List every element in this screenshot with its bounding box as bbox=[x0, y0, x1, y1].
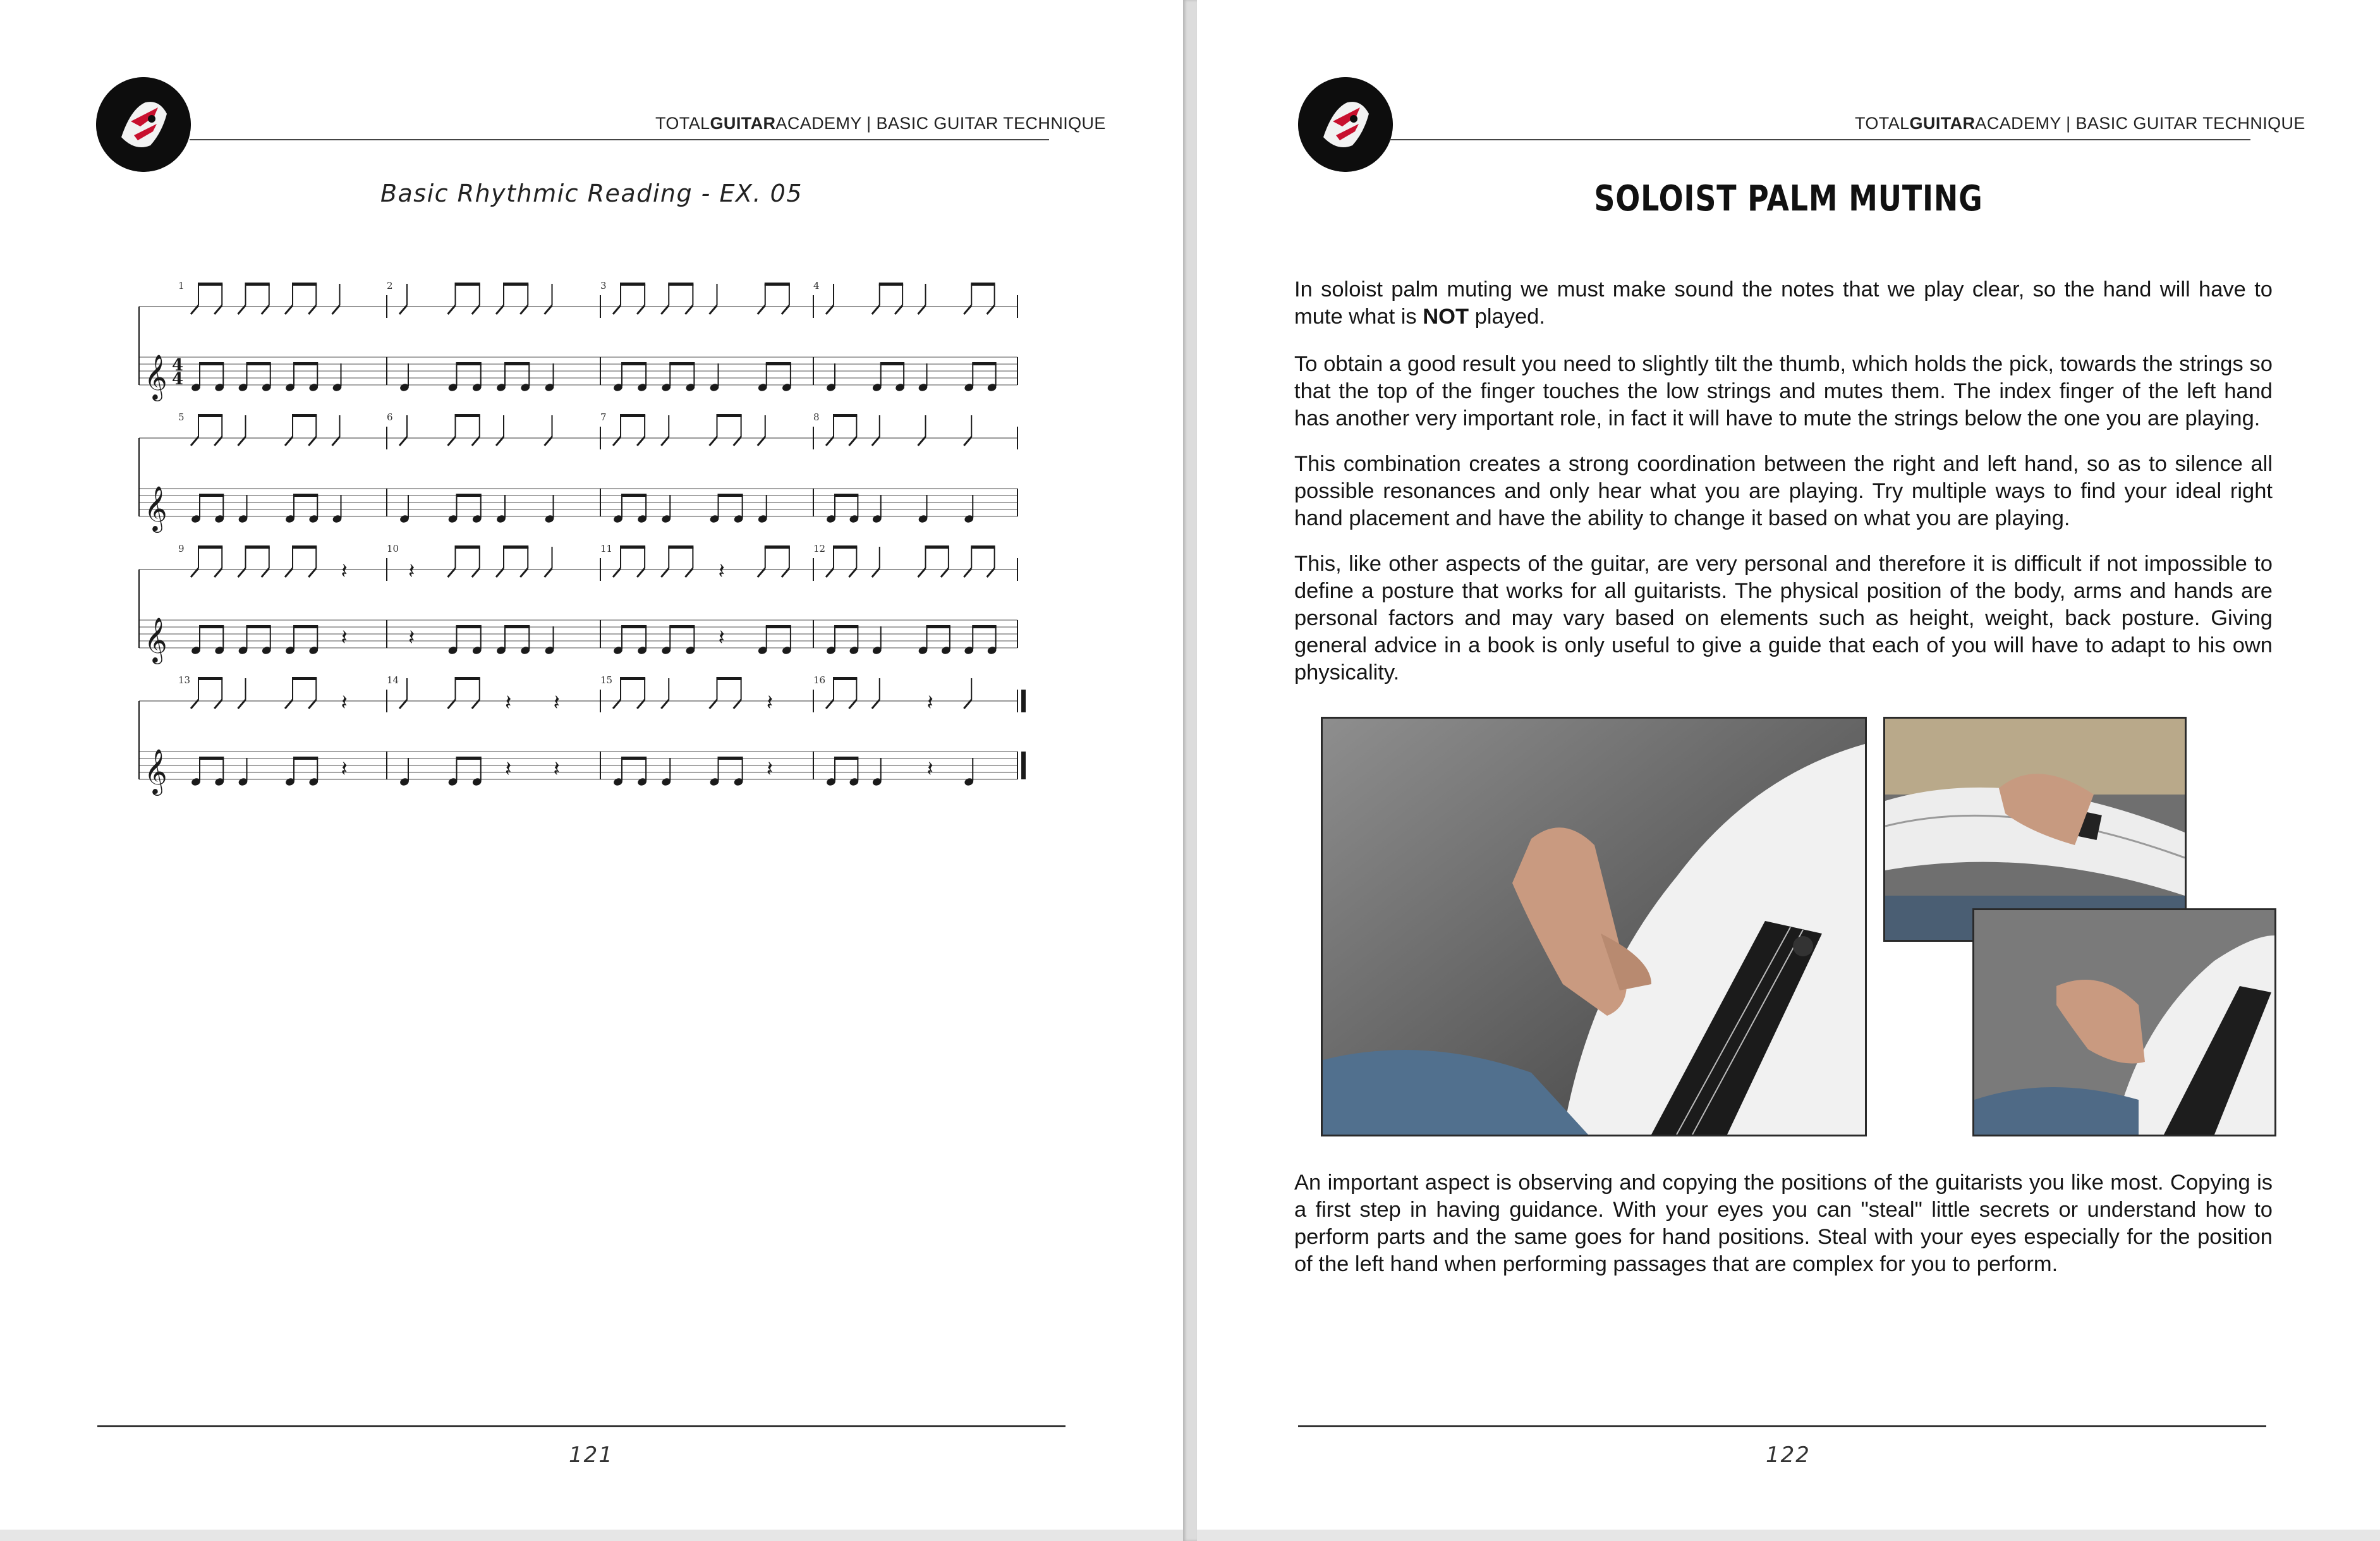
measure-number: 9 bbox=[178, 543, 185, 554]
paragraph-2: To obtain a good result you need to slightly tilt the thumb, which holds the pick, towards the strings so that the top of the finger touches the low strings and mutes them. The index finger of the left hand has another very important role, in fact it will have to mute the strings below the one you are playing. bbox=[1294, 352, 2273, 430]
slash-beam bbox=[455, 545, 480, 549]
time-signature-top: 4 bbox=[172, 356, 184, 375]
slash-beam bbox=[668, 283, 693, 286]
header-section: BASIC GUITAR TECHNIQUE bbox=[2075, 114, 2305, 133]
slash-beam bbox=[925, 545, 949, 549]
staff-beam bbox=[880, 362, 904, 365]
staff-beam bbox=[972, 362, 996, 365]
measure-number: 14 bbox=[387, 674, 399, 686]
slash-beam bbox=[833, 677, 857, 680]
staff-beam bbox=[456, 362, 482, 365]
slash-beam bbox=[198, 414, 222, 417]
slash-beam bbox=[717, 677, 742, 680]
paragraph-3: This combination creates a strong coordination between the right and left hand, so as to silence all possible resonances and only hear what you are playing. Try multiple ways to find your ideal right hand placement and have the ability to change it based on what you are playing. bbox=[1294, 452, 2273, 530]
slash-beam bbox=[503, 283, 528, 286]
staff-beam bbox=[199, 494, 224, 497]
staff-beam bbox=[456, 494, 482, 497]
time-signature-bottom: 4 bbox=[172, 370, 184, 389]
header-rule bbox=[1390, 139, 2250, 140]
slash-beam bbox=[620, 283, 645, 286]
quarter-rest-slash: 𝄽 bbox=[505, 690, 512, 716]
slash-beam bbox=[503, 545, 528, 549]
exercise-title: Basic Rhythmic Reading - EX. 05 bbox=[380, 180, 803, 207]
running-header bbox=[1855, 114, 2305, 133]
measure-number: 7 bbox=[600, 411, 607, 423]
quarter-rest-staff: 𝄽 bbox=[926, 757, 933, 782]
final-barline-thick bbox=[1021, 690, 1026, 712]
measure-number: 3 bbox=[600, 280, 607, 291]
staff-beam bbox=[456, 757, 482, 760]
quarter-rest-staff: 𝄽 bbox=[505, 757, 512, 782]
measure-number: 16 bbox=[813, 674, 826, 686]
slash-beam bbox=[198, 283, 222, 286]
treble-clef: 𝄞 bbox=[144, 353, 167, 399]
measure-number: 6 bbox=[387, 411, 393, 423]
staff-beam bbox=[621, 494, 647, 497]
quarter-rest-slash: 𝄽 bbox=[553, 690, 560, 716]
quarter-rest-staff: 𝄽 bbox=[553, 757, 560, 782]
quarter-rest-staff: 𝄽 bbox=[766, 757, 774, 782]
slash-beam bbox=[765, 283, 790, 286]
paragraph-1-text: In soloist palm muting we must make sound the notes that we play clear, so the hand will have to mute what is bbox=[1294, 277, 2273, 329]
page-gutter bbox=[1183, 0, 1197, 1541]
staff-beam bbox=[834, 494, 858, 497]
staff-beam bbox=[718, 494, 743, 497]
header-brand-bold: GUITAR bbox=[1909, 114, 1976, 133]
staff-beam bbox=[199, 757, 224, 760]
staff-beam bbox=[926, 625, 950, 628]
final-barline-thick bbox=[1021, 752, 1026, 779]
staff-beam bbox=[504, 362, 530, 365]
footer-rule bbox=[97, 1425, 1066, 1427]
staff-beam bbox=[293, 494, 318, 497]
slash-beam bbox=[292, 545, 317, 549]
header-rule bbox=[190, 139, 1049, 140]
slash-beam bbox=[620, 545, 645, 549]
paragraph-5: An important aspect is observing and copying the positions of the guitarists you like most. Copying is a first step in having guidance. With your eyes you can "steal" little secrets or understand how to perform parts and the same goes for hand positions. Steal with your eyes especially for the position of the left hand when performing passages that are complex for you to perform. bbox=[1294, 1171, 2273, 1276]
measure-number: 12 bbox=[813, 543, 826, 554]
slash-beam bbox=[717, 414, 742, 417]
treble-clef: 𝄞 bbox=[144, 616, 167, 662]
staff-beam bbox=[504, 625, 530, 628]
right-page bbox=[1197, 0, 2380, 1530]
header-brand-prefix: TOTAL bbox=[655, 114, 710, 133]
quarter-rest-staff: 𝄽 bbox=[341, 757, 348, 782]
staff-beam bbox=[718, 757, 743, 760]
slash-beam bbox=[620, 677, 645, 680]
slash-beam bbox=[292, 283, 317, 286]
header-section: BASIC GUITAR TECHNIQUE bbox=[876, 114, 1106, 133]
slash-beam bbox=[455, 414, 480, 417]
rhythm-score bbox=[126, 278, 1036, 847]
quarter-rest-staff: 𝄽 bbox=[341, 625, 348, 650]
slash-beam bbox=[833, 545, 857, 549]
quarter-rest-staff: 𝄽 bbox=[408, 625, 415, 650]
running-header bbox=[655, 114, 1106, 133]
page-number: 121 bbox=[569, 1442, 614, 1468]
header-brand-prefix: TOTAL bbox=[1855, 114, 1910, 133]
paragraph-1 bbox=[1294, 276, 2273, 331]
staff-beam bbox=[199, 625, 224, 628]
slash-beam bbox=[455, 283, 480, 286]
measure-number: 13 bbox=[178, 674, 191, 686]
quarter-rest-slash: 𝄽 bbox=[718, 559, 725, 584]
paragraph-1-end: played. bbox=[1469, 305, 1545, 329]
slash-beam bbox=[245, 545, 270, 549]
quarter-rest-slash: 𝄽 bbox=[408, 559, 415, 584]
measure-number: 10 bbox=[387, 543, 399, 554]
header-separator: | bbox=[2061, 114, 2076, 133]
staff-beam bbox=[972, 625, 996, 628]
quarter-rest-slash: 𝄽 bbox=[766, 690, 774, 716]
quarter-rest-slash: 𝄽 bbox=[926, 690, 933, 716]
slash-beam bbox=[198, 545, 222, 549]
slash-beam bbox=[620, 414, 645, 417]
measure-number: 15 bbox=[600, 674, 613, 686]
staff-beam bbox=[766, 625, 791, 628]
paragraph-4: This, like other aspects of the guitar, are very personal and therefore it is difficult if not impossible to define a posture that works for all guitarists. The physical position of the body, arms and hands are personal factors and may vary based on elements such as height, weight, back posture. Giving general advice in a book is only useful to give a guide that each of you will have to adapt to his own physicality. bbox=[1294, 552, 2273, 685]
staff-beam bbox=[766, 362, 791, 365]
footer-rule bbox=[1298, 1425, 2266, 1427]
slash-beam bbox=[455, 677, 480, 680]
treble-clef: 𝄞 bbox=[144, 748, 167, 794]
measure-number: 11 bbox=[600, 543, 613, 554]
slash-beam bbox=[245, 283, 270, 286]
slash-beam bbox=[971, 545, 995, 549]
header-separator: | bbox=[861, 114, 877, 133]
measure-number: 5 bbox=[178, 411, 185, 423]
staff-beam bbox=[621, 625, 647, 628]
header-brand-suffix: ACADEMY bbox=[1975, 114, 2061, 133]
left-page bbox=[0, 0, 1183, 1530]
slash-beam bbox=[879, 283, 903, 286]
measure-number: 1 bbox=[178, 280, 185, 291]
slash-beam bbox=[971, 283, 995, 286]
page-number: 122 bbox=[1766, 1442, 1811, 1468]
header-brand-bold: GUITAR bbox=[710, 114, 776, 133]
academy-logo bbox=[1298, 77, 1393, 172]
measure-number: 8 bbox=[813, 411, 820, 423]
photo-right-hand-side bbox=[1972, 908, 2276, 1136]
paragraph-1-emphasis: NOT bbox=[1423, 305, 1469, 329]
quarter-rest-staff: 𝄽 bbox=[718, 625, 725, 650]
slash-beam bbox=[833, 414, 857, 417]
staff-beam bbox=[669, 362, 695, 365]
chapter-title: SOLOIST PALM MUTING bbox=[1594, 178, 1983, 219]
staff-beam bbox=[669, 625, 695, 628]
quarter-rest-slash: 𝄽 bbox=[341, 559, 348, 584]
slash-beam bbox=[292, 414, 317, 417]
staff-beam bbox=[293, 362, 318, 365]
staff-beam bbox=[293, 757, 318, 760]
measure-number: 4 bbox=[813, 280, 820, 291]
header-brand-suffix: ACADEMY bbox=[775, 114, 862, 133]
staff-beam bbox=[621, 362, 647, 365]
staff-beam bbox=[246, 362, 271, 365]
staff-beam bbox=[621, 757, 647, 760]
staff-beam bbox=[293, 625, 318, 628]
slash-beam bbox=[765, 545, 790, 549]
slash-beam bbox=[198, 677, 222, 680]
photo-palm-muting-main bbox=[1321, 717, 1867, 1136]
academy-logo bbox=[96, 77, 191, 172]
staff-beam bbox=[246, 625, 271, 628]
measure-number: 2 bbox=[387, 280, 393, 291]
staff-beam bbox=[834, 625, 858, 628]
staff-beam bbox=[199, 362, 224, 365]
treble-clef: 𝄞 bbox=[144, 485, 167, 531]
slash-beam bbox=[668, 545, 693, 549]
quarter-rest-slash: 𝄽 bbox=[341, 690, 348, 716]
staff-beam bbox=[834, 757, 858, 760]
staff-beam bbox=[456, 625, 482, 628]
slash-beam bbox=[292, 677, 317, 680]
